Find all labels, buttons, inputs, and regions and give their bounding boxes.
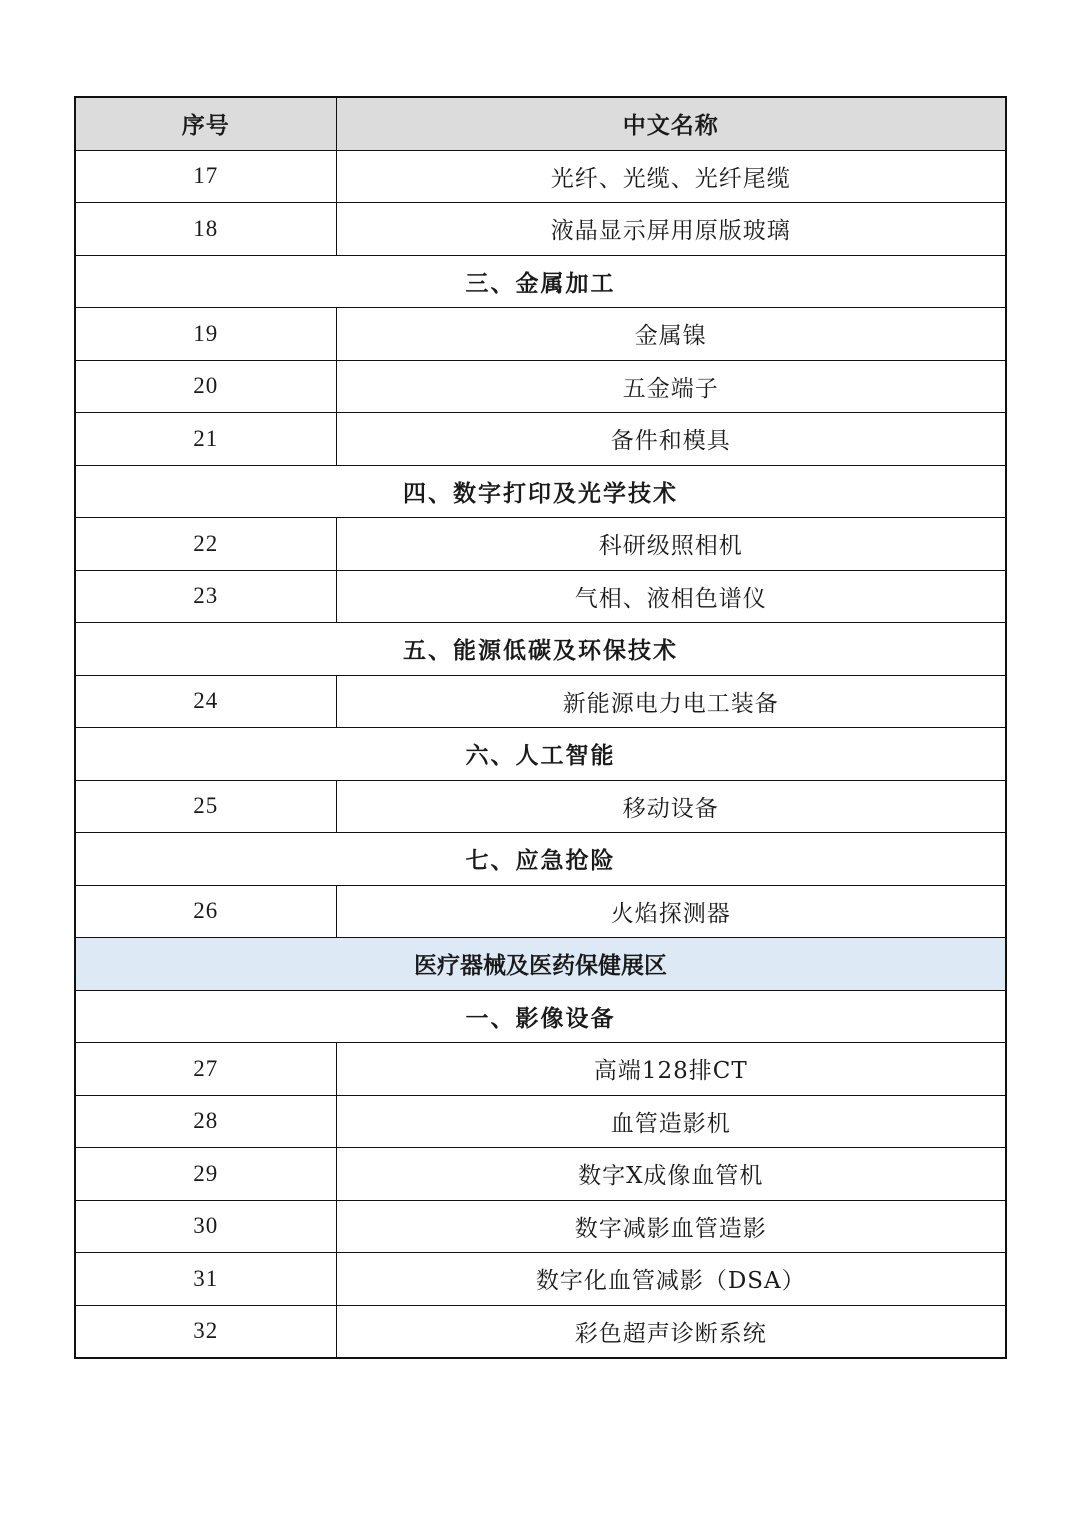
row-index: 20 (75, 360, 336, 413)
row-index: 18 (75, 203, 336, 256)
table-header (75, 97, 1006, 150)
header-name: 中文名称 (336, 97, 1006, 150)
category-label: 七、应急抢险 (75, 833, 1006, 886)
row-index: 28 (75, 1095, 336, 1148)
row-name: 新能源电力电工装备 (336, 675, 1006, 728)
row-name: 移动设备 (336, 780, 1006, 833)
table-body (75, 150, 1006, 1358)
category-label: 三、金属加工 (75, 255, 1006, 308)
row-index: 27 (75, 1043, 336, 1096)
row-index: 32 (75, 1305, 336, 1358)
table-row (75, 1253, 1006, 1306)
table-row (75, 203, 1006, 256)
table-row (75, 1305, 1006, 1358)
table-row (75, 518, 1006, 571)
zone-row (75, 938, 1006, 991)
table-row (75, 413, 1006, 466)
category-label: 一、影像设备 (75, 990, 1006, 1043)
category-label: 六、人工智能 (75, 728, 1006, 781)
row-index: 31 (75, 1253, 336, 1306)
header-index: 序号 (75, 97, 336, 150)
row-name: 数字减影血管造影 (336, 1200, 1006, 1253)
table-row (75, 1148, 1006, 1201)
row-index: 30 (75, 1200, 336, 1253)
category-row (75, 623, 1006, 676)
row-name: 数字化血管减影（DSA） (336, 1253, 1006, 1306)
table-row (75, 1095, 1006, 1148)
row-name: 液晶显示屏用原版玻璃 (336, 203, 1006, 256)
catalog-table (74, 96, 1007, 1359)
row-name: 彩色超声诊断系统 (336, 1305, 1006, 1358)
row-index: 22 (75, 518, 336, 571)
row-name: 血管造影机 (336, 1095, 1006, 1148)
row-index: 21 (75, 413, 336, 466)
row-index: 26 (75, 885, 336, 938)
row-name: 气相、液相色谱仪 (336, 570, 1006, 623)
category-row (75, 990, 1006, 1043)
table-row (75, 1200, 1006, 1253)
category-label: 四、数字打印及光学技术 (75, 465, 1006, 518)
category-row (75, 255, 1006, 308)
row-name: 高端128排CT (336, 1043, 1006, 1096)
row-index: 17 (75, 150, 336, 203)
category-label: 五、能源低碳及环保技术 (75, 623, 1006, 676)
row-name: 科研级照相机 (336, 518, 1006, 571)
row-index: 19 (75, 308, 336, 361)
table-row (75, 780, 1006, 833)
table-row (75, 570, 1006, 623)
row-index: 25 (75, 780, 336, 833)
row-name: 金属镍 (336, 308, 1006, 361)
category-row (75, 728, 1006, 781)
table-row (75, 885, 1006, 938)
row-name: 五金端子 (336, 360, 1006, 413)
row-name: 光纤、光缆、光纤尾缆 (336, 150, 1006, 203)
category-row (75, 833, 1006, 886)
row-name: 备件和模具 (336, 413, 1006, 466)
row-index: 23 (75, 570, 336, 623)
row-index: 29 (75, 1148, 336, 1201)
table-row (75, 150, 1006, 203)
row-name: 数字X成像血管机 (336, 1148, 1006, 1201)
table-row (75, 675, 1006, 728)
row-index: 24 (75, 675, 336, 728)
category-row (75, 465, 1006, 518)
zone-label: 医疗器械及医药保健展区 (75, 938, 1006, 991)
table-row (75, 1043, 1006, 1096)
header-row (75, 97, 1006, 150)
row-name: 火焰探测器 (336, 885, 1006, 938)
table-row (75, 308, 1006, 361)
table-row (75, 360, 1006, 413)
